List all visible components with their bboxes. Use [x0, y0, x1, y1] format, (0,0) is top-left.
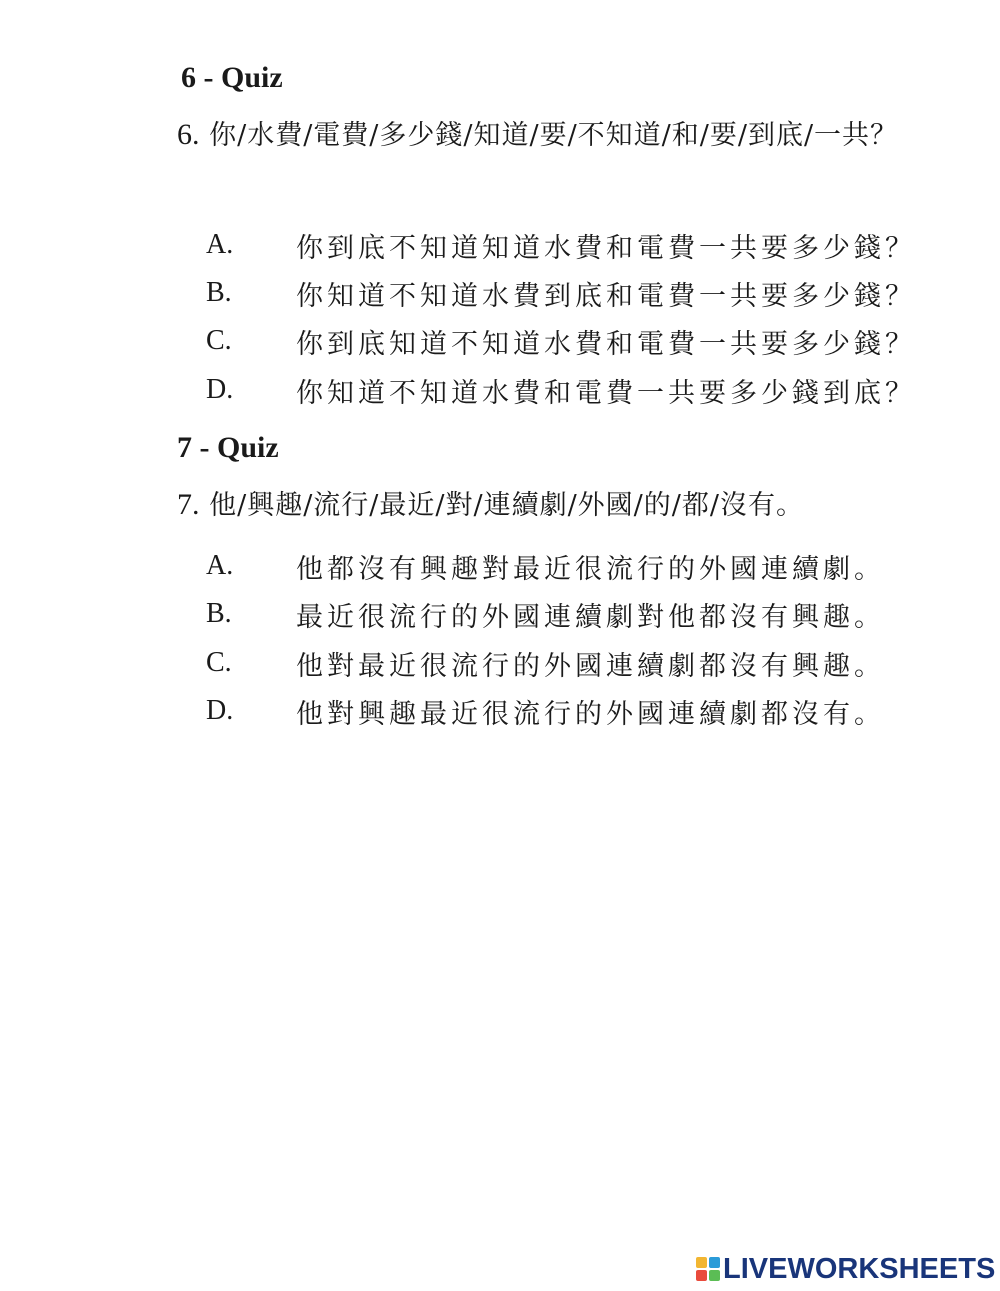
quiz-7-option-a[interactable] [206, 542, 976, 590]
option-letter: A. [206, 229, 234, 260]
option-text: 你知道不知道水費和電費一共要多少錢到底？ [296, 377, 916, 409]
quiz-6-question [177, 112, 967, 159]
option-text: 你到底知道不知道水費和電費一共要多少錢？ [296, 328, 916, 360]
brand-name: LIVEWORKSHEETS [723, 1252, 996, 1285]
option-text: 他對興趣最近很流行的外國連續劇都沒有。 [296, 698, 885, 730]
option-letter: D. [206, 695, 234, 726]
question-prompt: 他/興趣/流行/最近/對/連續劇/外國/的/都/沒有。 [209, 490, 804, 521]
quiz-6-option-d[interactable] [206, 366, 976, 414]
quiz-6-option-c[interactable] [206, 317, 976, 365]
quiz-7-option-c[interactable] [206, 639, 976, 687]
option-letter: A. [206, 550, 234, 581]
question-number: 6. [177, 118, 200, 151]
option-text: 最近很流行的外國連續劇對他都沒有興趣。 [296, 601, 885, 633]
option-letter: B. [206, 277, 232, 308]
quiz-7-heading: 7 - Quiz [177, 431, 279, 464]
quiz-6-heading: 6 - Quiz [181, 61, 283, 94]
option-letter: C. [206, 647, 232, 678]
quiz-7-option-b[interactable] [206, 590, 976, 638]
logo-square [696, 1270, 707, 1281]
option-letter: C. [206, 325, 232, 356]
option-text: 他都沒有興趣對最近很流行的外國連續劇。 [296, 553, 885, 585]
logo-square [709, 1257, 720, 1268]
quiz-7-option-d[interactable] [206, 687, 976, 735]
option-letter: D. [206, 374, 234, 405]
option-letter: B. [206, 598, 232, 629]
question-prompt: 你/水費/電費/多少錢/知道/要/不知道/和/要/到底/一共？ [209, 120, 899, 151]
quiz-7-question [177, 482, 967, 529]
option-text: 你到底不知道知道水費和電費一共要多少錢？ [296, 232, 916, 264]
quiz-6-option-b[interactable] [206, 269, 976, 317]
option-text: 你知道不知道水費到底和電費一共要多少錢？ [296, 280, 916, 312]
question-number: 7. [177, 488, 200, 521]
option-text: 他對最近很流行的外國連續劇都沒有興趣。 [296, 650, 885, 682]
logo-square [709, 1270, 720, 1281]
quiz-6-option-a[interactable] [206, 221, 976, 269]
logo-square [696, 1257, 707, 1268]
liveworksheets-brand [696, 1253, 995, 1285]
liveworksheets-logo-icon [696, 1257, 720, 1281]
